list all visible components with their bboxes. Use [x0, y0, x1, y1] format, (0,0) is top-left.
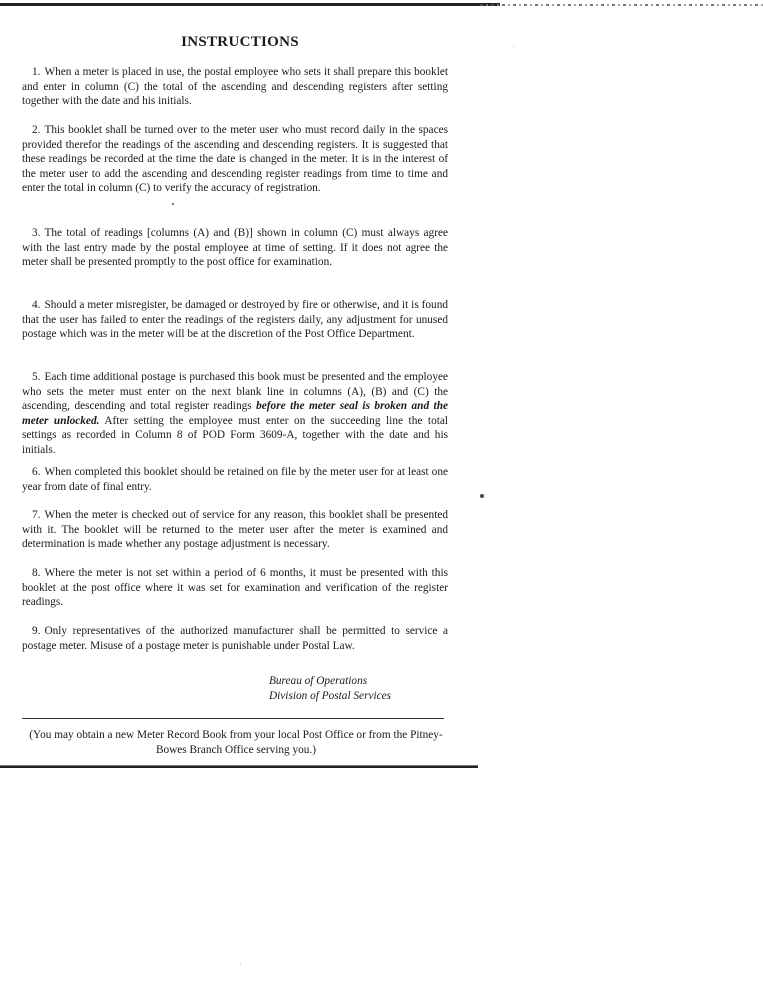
footer-note: (You may obtain a new Meter Record Book from your local Post Office or from the Pitney-Bowes Branch Office serving you.) [29, 729, 443, 756]
instruction-number: 8. [32, 567, 41, 579]
signature-bureau: Bureau of Operations [269, 675, 368, 687]
signature-block [269, 674, 391, 704]
scan-edge-top-noise [480, 4, 763, 6]
scan-edge-bottom [0, 765, 478, 769]
signature-division: Division of Postal Services [269, 690, 392, 702]
instruction-5 [22, 370, 448, 458]
instruction-text: This booklet shall be turned over to the meter user who must record daily in the spaces provided therefor the readings of the ascending and descending registers. It is suggested that these readings be recorded at the time the date is changed in the meter. It is in the interest of the meter user to add the ascending and descending register readings from time to time and enter the total in column (C) to verify the accuracy of registration. [22, 124, 448, 195]
instruction-text: When a meter is placed in use, the postal employee who sets it shall prepare this booklet and enter in column (C) the total of the ascending and descending registers after setting together with the date and his initials. [22, 66, 448, 108]
instruction-text: When the meter is checked out of service for any reason, this booklet shall be presented with it. The booklet will be returned to the meter user after the meter is examined and determination is made whether any postage adjustment is necessary. [22, 509, 448, 551]
instruction-7 [22, 508, 448, 552]
instruction-text: Where the meter is not set within a period of 6 months, it must be presented with this booklet at the post office where it was set for examination and verification of the register readings. [22, 567, 448, 609]
instruction-number: 6. [32, 466, 41, 478]
instruction-emphasis: before the meter seal is broken and the meter unlocked. [22, 400, 448, 427]
instruction-text-continued: After setting the employee must enter on the succeeding line the total settings as recorded in Column 8 of POD Form 3609-A, together with the date and his initials. [22, 414, 449, 456]
scan-edge-top-dark [0, 3, 500, 6]
instruction-number: 5. [32, 371, 41, 383]
scan-speck [240, 963, 241, 964]
instruction-9 [22, 624, 448, 653]
scan-speck [480, 494, 484, 498]
instruction-2 [22, 123, 448, 196]
instruction-text: Should a meter misregister, be damaged or destroyed by fire or otherwise, and it is found that the user has failed to enter the readings of the registers daily, any adjustment for unused postage which was in the meter will be at the discretion of the Post Office Department. [22, 299, 448, 341]
instruction-number: 1. [32, 66, 41, 78]
instruction-text: When completed this booklet should be retained on file by the meter user for at least one year from date of final entry. [22, 466, 448, 493]
divider [22, 718, 444, 719]
instruction-1 [22, 65, 448, 109]
instruction-text: The total of readings [columns (A) and (B)] shown in column (C) must always agree with the last entry made by the postal employee at time of setting. If it does not agree the meter shall be presented promptly to the post office for examination. [22, 227, 448, 269]
instruction-text: Each time additional postage is purchased this book must be presented and the employee who sets the meter must enter on the next blank line in columns (A), (B) and (C) the ascending, descending and total register readings [22, 371, 448, 413]
instruction-8 [22, 566, 448, 610]
instruction-number: 4. [32, 299, 41, 311]
instruction-number: 3. [32, 227, 41, 239]
scan-speck [172, 203, 174, 205]
scan-speck [513, 46, 514, 47]
instruction-6 [22, 465, 448, 494]
instruction-number: 7. [32, 509, 41, 521]
instruction-4 [22, 298, 448, 342]
scan-edge-top [0, 3, 763, 9]
instruction-number: 9. [32, 625, 41, 637]
instruction-3 [22, 226, 448, 270]
instruction-number: 2. [32, 124, 41, 136]
instruction-text: Only representatives of the authorized manufacturer shall be permitted to service a postage meter. Misuse of a postage meter is punishable under Postal Law. [22, 625, 448, 652]
page-title: INSTRUCTIONS [181, 34, 299, 50]
